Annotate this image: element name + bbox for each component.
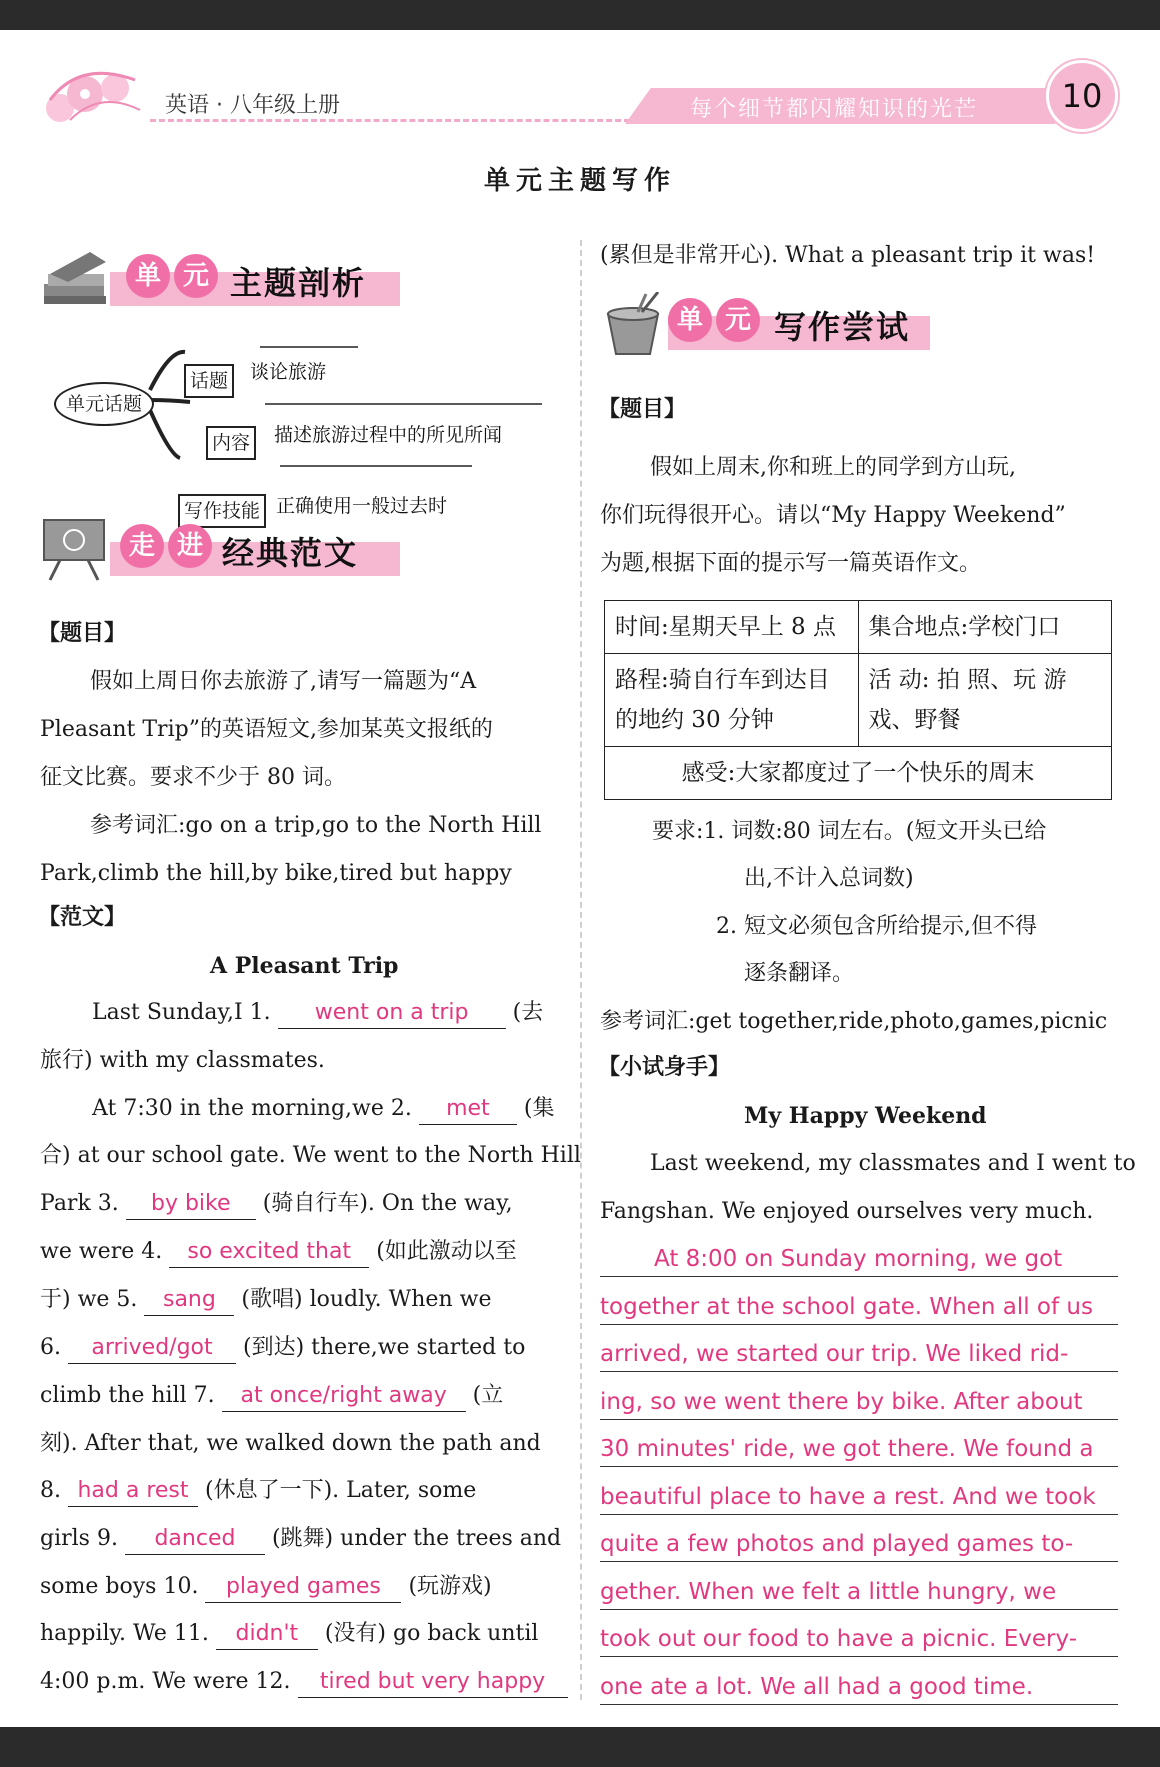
essay-line: 6. arrived/got (到达) there,we started to — [40, 1332, 525, 1364]
books-icon — [40, 248, 114, 312]
banner-title: 主题剖析 — [230, 264, 367, 302]
topic-line: Park,climb the hill,by bike,tired but happy — [40, 861, 512, 886]
topic-line: 假如上周日你去旅游了,请写一篇题为“A — [90, 669, 477, 694]
answer-blank: so excited that — [169, 1237, 369, 1268]
table-cell: 感受:大家都度过了一个快乐的周末 — [605, 747, 1112, 800]
requirement-line: 要求:1. 词数:80 词左右。(短文开头已给 — [652, 819, 1047, 844]
banner-char: 单 — [668, 298, 712, 342]
essay-line: Last Sunday,I 1. went on a trip (去 — [92, 997, 543, 1029]
essay-line: we were 4. so excited that (如此激动以至 — [40, 1236, 517, 1268]
answer-blank: danced — [125, 1524, 265, 1555]
model-heading: 【范文】 — [38, 905, 127, 930]
section-banner-writing-try — [598, 292, 938, 356]
answer-blank: didn't — [216, 1619, 318, 1650]
mindmap-branch-label: 写作技能 — [178, 494, 266, 528]
table-cell: 时间:星期天早上 8 点 — [605, 601, 859, 654]
table-row — [605, 747, 1112, 800]
banner-char: 单 — [126, 254, 170, 298]
answer-blank: arrived/got — [68, 1333, 236, 1364]
topic-line: 假如上周末,你和班上的同学到方山玩, — [650, 455, 1016, 480]
table-row — [605, 601, 1112, 654]
answer-blank: met — [419, 1094, 517, 1125]
table-cell: 集合地点:学校门口 — [858, 601, 1112, 654]
table-cell: 路程:骑自行车到达目 的地约 30 分钟 — [605, 654, 859, 747]
essay-line: Park 3. by bike (骑自行车). On the way, — [40, 1188, 513, 1220]
easel-icon — [40, 518, 114, 582]
answer-line: arrived, we started our trip. We liked rid- — [600, 1337, 1118, 1372]
answer-blank: went on a trip — [278, 998, 506, 1029]
answer-line: one ate a lot. We all had a good time. — [600, 1670, 1118, 1705]
essay-line: 合) at our school gate. We went to the North Hill — [40, 1143, 581, 1168]
requirement-line: 2. 短文必须包含所给提示,但不得 — [716, 914, 1037, 939]
section-banner-analysis — [40, 248, 400, 312]
answer-line: At 8:00 on Sunday morning, we got — [600, 1242, 1118, 1277]
topic-heading: 【题目】 — [598, 397, 687, 422]
mindmap-branch-value: 正确使用一般过去时 — [276, 495, 448, 517]
topic-line: 你们玩得很开心。请以“My Happy Weekend” — [600, 503, 1066, 528]
topic-line: 参考词汇:go on a trip,go to the North Hill — [90, 813, 542, 838]
section-banner-classic — [40, 518, 400, 582]
mindmap-root: 单元话题 — [54, 382, 154, 426]
banner-title: 经典范文 — [222, 534, 359, 572]
header-motto: 每个细节都闪耀知识的光芒 — [690, 97, 979, 122]
page-number: 10 — [1046, 60, 1118, 132]
essay-line: some boys 10. played games (玩游戏) — [40, 1571, 492, 1603]
answer-blank: had a rest — [68, 1476, 198, 1507]
vocab-line: 参考词汇:get together,ride,photo,games,picnic — [600, 1009, 1108, 1034]
topic-line: 征文比赛。要求不少于 80 词。 — [40, 765, 346, 790]
bucket-icon — [598, 292, 672, 356]
answer-line: ing, so we went there by bike. After about — [600, 1385, 1118, 1420]
essay-intro-line: Fangshan. We enjoyed ourselves very much. — [600, 1199, 1094, 1224]
try-heading: 【小试身手】 — [598, 1055, 731, 1080]
essay-continuation: (累但是非常开心). What a pleasant trip it was! — [600, 243, 1096, 268]
essay-line: climb the hill 7. at once/right away (立 — [40, 1380, 503, 1412]
essay-title: My Happy Weekend — [744, 1103, 987, 1129]
banner-char: 元 — [174, 254, 218, 298]
model-essay-title: A Pleasant Trip — [210, 953, 399, 979]
answer-line: together at the school gate. When all of us — [600, 1290, 1118, 1325]
mindmap-branch-label: 内容 — [206, 426, 256, 460]
answer-line: quite a few photos and played games to- — [600, 1527, 1118, 1562]
answer-line: 30 minutes' ride, we got there. We found a — [600, 1432, 1118, 1467]
essay-line: 于) we 5. sang (歌唱) loudly. When we — [40, 1284, 491, 1316]
essay-line: girls 9. danced (跳舞) under the trees and — [40, 1523, 561, 1555]
page-title: 单元主题写作 — [483, 166, 676, 196]
workbook-page — [0, 30, 1160, 1727]
essay-intro-line: Last weekend, my classmates and I went to — [650, 1151, 1136, 1176]
topic-line: 为题,根据下面的提示写一篇英语作文。 — [600, 551, 981, 576]
banner-title: 写作尝试 — [774, 308, 911, 346]
mindmap-branch-value: 谈论旅游 — [250, 361, 327, 383]
answer-blank: tired but very happy — [298, 1667, 568, 1698]
answer-blank: sang — [144, 1285, 234, 1316]
requirement-line: 出,不计入总词数) — [744, 866, 914, 891]
answer-line: took out our food to have a picnic. Every- — [600, 1622, 1118, 1657]
topic-line: Pleasant Trip”的英语短文,参加某英文报纸的 — [40, 717, 493, 742]
answer-blank: at once/right away — [222, 1381, 466, 1412]
essay-line: 4:00 p.m. We were 12. tired but very happy — [40, 1666, 568, 1698]
answer-line: beautiful place to have a rest. And we took — [600, 1480, 1118, 1515]
essay-line: 旅行) with my classmates. — [40, 1048, 325, 1073]
essay-line: 刻). After that, we walked down the path and — [40, 1431, 541, 1456]
flower-flourish-icon — [40, 60, 150, 130]
column-divider — [580, 240, 582, 1700]
essay-line: happily. We 11. didn't (没有) go back until — [40, 1618, 538, 1650]
plan-table — [604, 600, 1112, 800]
page-header — [0, 30, 1160, 140]
mindmap-branch-label: 话题 — [184, 364, 234, 398]
bottom-shadow-bar — [0, 1727, 1160, 1767]
answer-blank: by bike — [126, 1189, 256, 1220]
header-dashed-line — [150, 119, 630, 122]
topic-heading: 【题目】 — [38, 621, 127, 646]
answer-line: gether. When we felt a little hungry, we — [600, 1575, 1118, 1610]
subject-label: 英语 · 八年级上册 — [165, 93, 340, 118]
table-cell: 活 动: 拍 照、玩 游 戏、野餐 — [858, 654, 1112, 747]
essay-line: At 7:30 in the morning,we 2. met (集 — [92, 1093, 554, 1125]
banner-char: 走 — [120, 524, 164, 568]
mindmap-branch-value: 描述旅游过程中的所见所闻 — [274, 424, 503, 446]
requirement-line: 逐条翻译。 — [744, 961, 855, 986]
table-row — [605, 654, 1112, 747]
answer-blank: played games — [205, 1572, 401, 1603]
banner-char: 进 — [168, 524, 212, 568]
banner-char: 元 — [716, 298, 760, 342]
essay-line: 8. had a rest (休息了一下). Later, some — [40, 1475, 476, 1507]
